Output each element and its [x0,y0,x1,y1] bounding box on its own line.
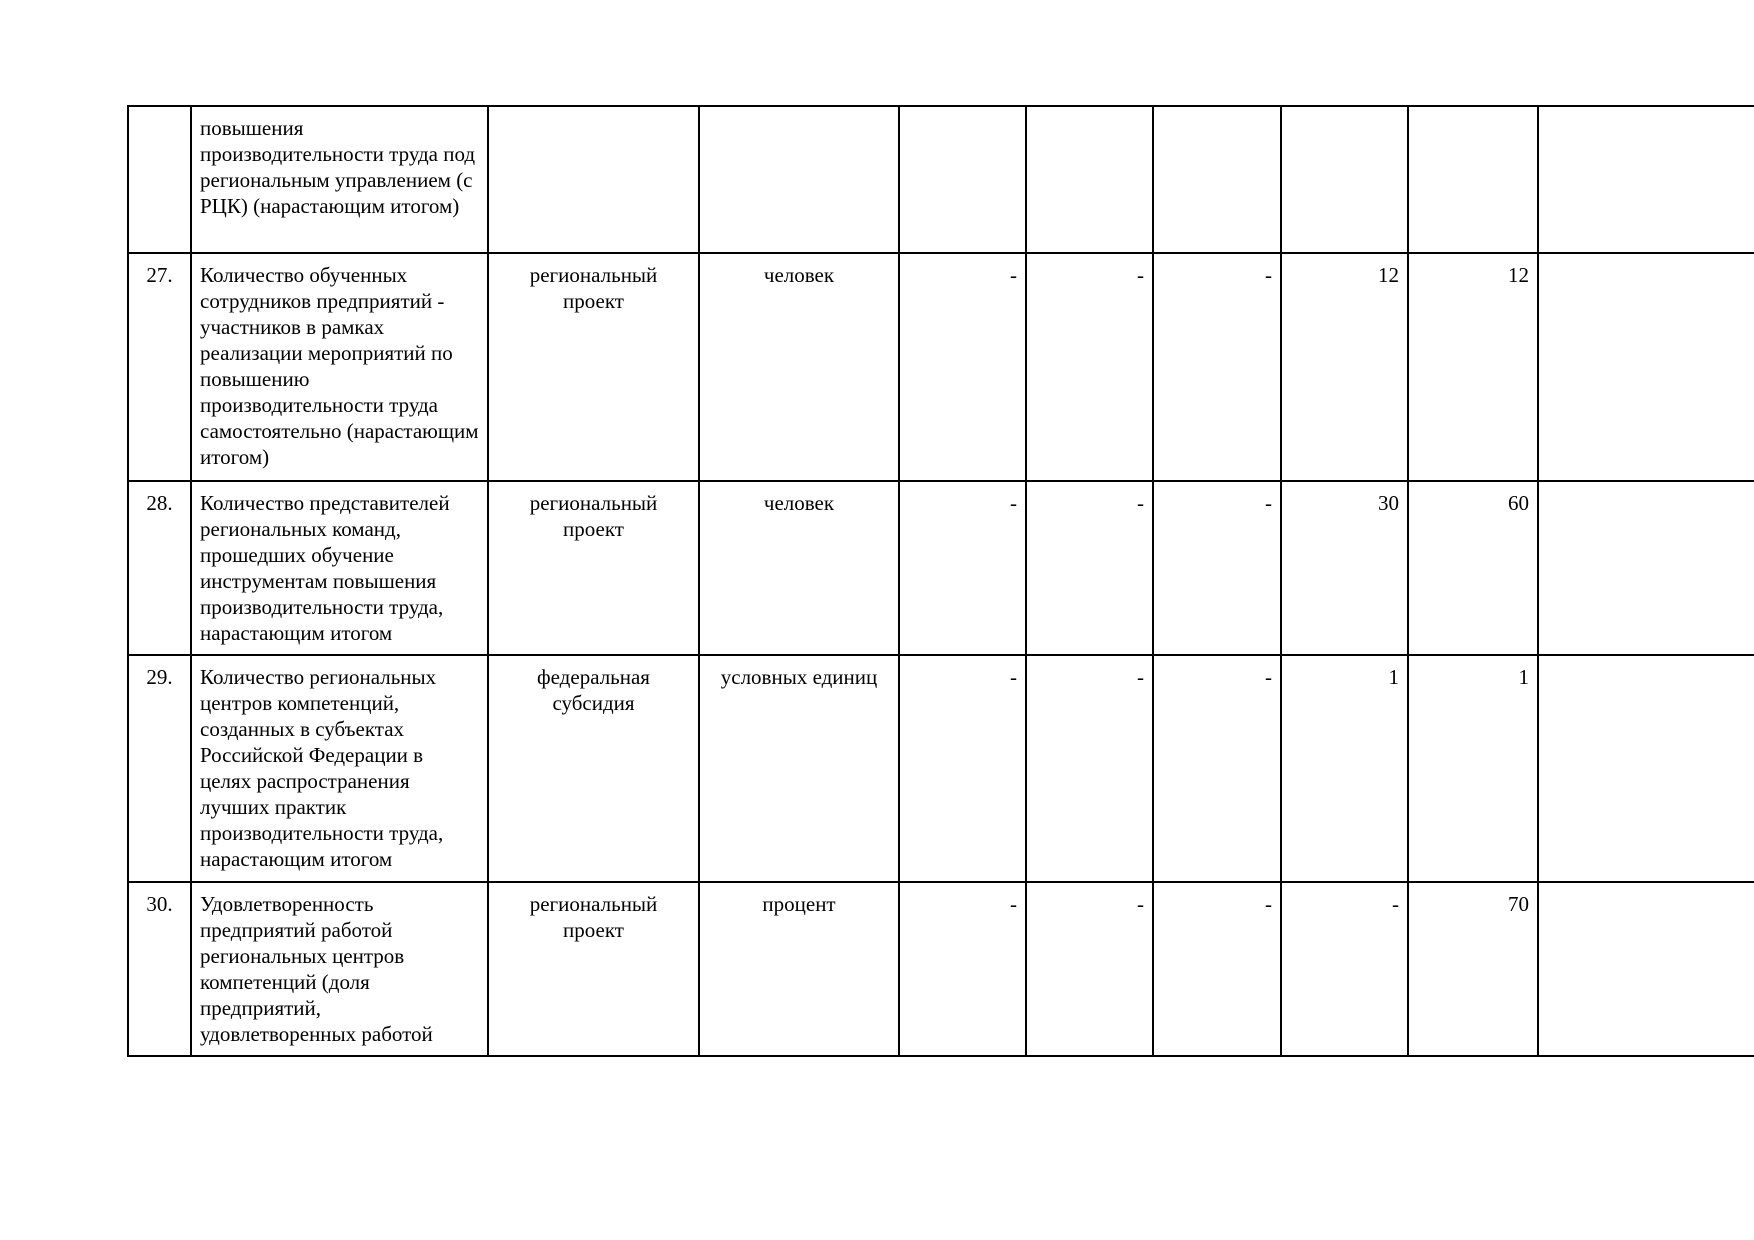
value-cell: 1 [1281,655,1408,882]
unit-cell: условных единиц [699,655,899,882]
indicator-name-cell: Количество обученных сотрудников предприятий - участников в рамках реализации мероприятий по повышению производительности труда самостоятельно (нарастающим итогом) [191,253,488,481]
project-type-cell [488,106,699,253]
row-number-cell [128,106,191,253]
value-cell [899,106,1026,253]
row-number-cell: 30. [128,882,191,1056]
unit-cell: процент [699,882,899,1056]
value-cell: 12 [1408,253,1538,481]
value-cell: - [1026,481,1153,655]
value-cell: 30 [1281,481,1408,655]
value-cell: - [1153,481,1281,655]
project-type-cell: федеральная субсидия [488,655,699,882]
value-cell: 12 [1281,253,1408,481]
value-cell: - [1153,882,1281,1056]
row-number-cell: 29. [128,655,191,882]
indicators-table [127,105,1754,1057]
cropped-cell [1538,882,1754,1056]
row-number-cell: 27. [128,253,191,481]
unit-cell: человек [699,253,899,481]
value-cell: - [1026,882,1153,1056]
value-cell: - [899,655,1026,882]
project-type-cell: региональный проект [488,253,699,481]
value-cell: - [1026,253,1153,481]
project-type-cell: региональный проект [488,882,699,1056]
indicator-name-cell: повышения производительности труда под региональным управлением (с РЦК) (нарастающим итогом) [191,106,488,253]
value-cell [1281,106,1408,253]
cropped-cell [1538,253,1754,481]
value-cell [1408,106,1538,253]
value-cell: 60 [1408,481,1538,655]
value-cell [1153,106,1281,253]
unit-cell [699,106,899,253]
cropped-cell [1538,106,1754,253]
table-row [128,882,1754,1056]
table-row [128,253,1754,481]
indicator-name-cell: Удовлетворенность предприятий работой региональных центров компетенций (доля предприятий, удовлетворенных работой [191,882,488,1056]
cropped-cell [1538,655,1754,882]
table-row [128,655,1754,882]
project-type-cell: региональный проект [488,481,699,655]
value-cell: 70 [1408,882,1538,1056]
cropped-cell [1538,481,1754,655]
value-cell: 1 [1408,655,1538,882]
indicator-name-cell: Количество представителей региональных команд, прошедших обучение инструментам повышения производительности труда, нарастающим итогом [191,481,488,655]
value-cell: - [1026,655,1153,882]
table-row [128,106,1754,253]
value-cell: - [899,481,1026,655]
indicator-name-cell: Количество региональных центров компетенций, созданных в субъектах Российской Федерации в целях распространения лучших практик производительности труда, нарастающим итогом [191,655,488,882]
value-cell: - [1153,253,1281,481]
unit-cell: человек [699,481,899,655]
value-cell: - [899,882,1026,1056]
value-cell [1026,106,1153,253]
row-number-cell: 28. [128,481,191,655]
value-cell: - [1153,655,1281,882]
value-cell: - [1281,882,1408,1056]
table-row [128,481,1754,655]
value-cell: - [899,253,1026,481]
